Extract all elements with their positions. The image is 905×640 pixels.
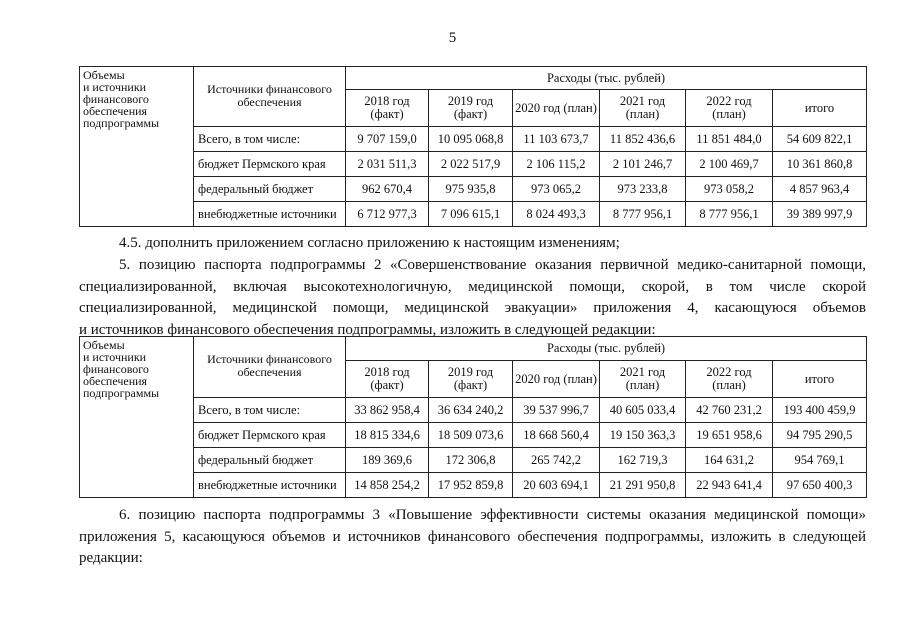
cell-total: 94 795 290,5 bbox=[773, 423, 867, 448]
cell-value: 162 719,3 bbox=[600, 448, 686, 473]
cell-value: 19 651 958,6 bbox=[686, 423, 773, 448]
financing-table-2 bbox=[79, 336, 867, 498]
row-label: бюджет Пермского края bbox=[194, 423, 346, 448]
cell-value: 962 670,4 bbox=[346, 177, 429, 202]
table-row bbox=[80, 423, 867, 448]
cell-value: 7 096 615,1 bbox=[429, 202, 513, 227]
cell-value: 10 095 068,8 bbox=[429, 127, 513, 152]
year-header: 2020 год (план) bbox=[513, 90, 600, 127]
cell-total: 954 769,1 bbox=[773, 448, 867, 473]
cell-value: 14 858 254,2 bbox=[346, 473, 429, 498]
cell-value: 973 065,2 bbox=[513, 177, 600, 202]
cell-value: 189 369,6 bbox=[346, 448, 429, 473]
cell-value: 6 712 977,3 bbox=[346, 202, 429, 227]
cell-value: 973 058,2 bbox=[686, 177, 773, 202]
paragraph-6 bbox=[79, 505, 866, 570]
table-row bbox=[80, 473, 867, 498]
paragraph-line: 6. позицию паспорта подпрограммы 3 «Повышение эффективности системы оказания медицинской помощи» bbox=[119, 507, 866, 523]
year-header: 2021 год (план) bbox=[600, 361, 686, 398]
cell-value: 20 603 694,1 bbox=[513, 473, 600, 498]
cell-value: 2 106 115,2 bbox=[513, 152, 600, 177]
table-row bbox=[80, 448, 867, 473]
cell-value: 21 291 950,8 bbox=[600, 473, 686, 498]
cell-value: 172 306,8 bbox=[429, 448, 513, 473]
cell-total: 54 609 822,1 bbox=[773, 127, 867, 152]
year-header: 2021 год (план) bbox=[600, 90, 686, 127]
cell-value: 2 022 517,9 bbox=[429, 152, 513, 177]
subprogram-volume-label: Объемы и источники финансового обеспечения подпрограммы bbox=[80, 337, 194, 498]
cell-value: 42 760 231,2 bbox=[686, 398, 773, 423]
cell-value: 2 031 511,3 bbox=[346, 152, 429, 177]
cell-value: 8 777 956,1 bbox=[600, 202, 686, 227]
cell-value: 19 150 363,3 bbox=[600, 423, 686, 448]
cell-total: 193 400 459,9 bbox=[773, 398, 867, 423]
table-row bbox=[80, 398, 867, 423]
table-row bbox=[80, 177, 867, 202]
cell-total: 4 857 963,4 bbox=[773, 177, 867, 202]
subprogram-volume-label: Объемы и источники финансового обеспечения подпрограммы bbox=[80, 67, 194, 227]
paragraph-line: 5. позицию паспорта подпрограммы 2 «Совершенствование оказания первичной медико-санитарной помощи, bbox=[119, 257, 866, 273]
cell-total: 10 361 860,8 bbox=[773, 152, 867, 177]
paragraph-line: и источников финансового обеспечения подпрограммы, изложить в следующей редакции: bbox=[79, 321, 656, 338]
paragraph-line: специализированной, включая высокотехнологичную, медицинской помощи, скорой, в том числе скорой bbox=[79, 278, 866, 295]
paragraph-line: специализированной, медицинской помощи, медицинской эвакуации» приложения 4, касающуюся объемов bbox=[79, 300, 866, 316]
cell-value: 36 634 240,2 bbox=[429, 398, 513, 423]
cell-value: 22 943 641,4 bbox=[686, 473, 773, 498]
cell-value: 2 100 469,7 bbox=[686, 152, 773, 177]
cell-value: 11 851 484,0 bbox=[686, 127, 773, 152]
paragraph-4-5: 4.5. дополнить приложением согласно приложению к настоящим изменениям; bbox=[119, 235, 620, 251]
cell-value: 164 631,2 bbox=[686, 448, 773, 473]
expenses-header: Расходы (тыс. рублей) bbox=[346, 67, 867, 90]
row-label: внебюджетные источники bbox=[194, 473, 346, 498]
cell-value: 11 103 673,7 bbox=[513, 127, 600, 152]
expenses-header: Расходы (тыс. рублей) bbox=[346, 337, 867, 361]
row-label: Всего, в том числе: bbox=[194, 127, 346, 152]
cell-value: 18 815 334,6 bbox=[346, 423, 429, 448]
sources-header: Источники финансового обеспечения bbox=[194, 337, 346, 398]
cell-value: 8 024 493,3 bbox=[513, 202, 600, 227]
cell-value: 39 537 996,7 bbox=[513, 398, 600, 423]
cell-value: 40 605 033,4 bbox=[600, 398, 686, 423]
row-label: федеральный бюджет bbox=[194, 448, 346, 473]
cell-value: 8 777 956,1 bbox=[686, 202, 773, 227]
paragraph-line: приложения 5, касающуюся объемов и источников финансового обеспечения подпрограммы, изложить в следующей bbox=[79, 528, 866, 545]
year-header: 2022 год (план) bbox=[686, 361, 773, 398]
page-number: 5 bbox=[448, 30, 457, 46]
row-label: федеральный бюджет bbox=[194, 177, 346, 202]
table-row bbox=[80, 152, 867, 177]
year-header: 2022 год (план) bbox=[686, 90, 773, 127]
year-header: 2020 год (план) bbox=[513, 361, 600, 398]
row-label: внебюджетные источники bbox=[194, 202, 346, 227]
cell-value: 9 707 159,0 bbox=[346, 127, 429, 152]
year-header: 2019 год (факт) bbox=[429, 361, 513, 398]
financing-table-1 bbox=[79, 66, 867, 227]
cell-value: 2 101 246,7 bbox=[600, 152, 686, 177]
table-row bbox=[80, 202, 867, 227]
cell-value: 11 852 436,6 bbox=[600, 127, 686, 152]
paragraph-5 bbox=[79, 255, 866, 341]
cell-value: 33 862 958,4 bbox=[346, 398, 429, 423]
cell-value: 18 668 560,4 bbox=[513, 423, 600, 448]
cell-value: 18 509 073,6 bbox=[429, 423, 513, 448]
year-header: 2019 год (факт) bbox=[429, 90, 513, 127]
cell-value: 975 935,8 bbox=[429, 177, 513, 202]
row-label: Всего, в том числе: bbox=[194, 398, 346, 423]
cell-value: 265 742,2 bbox=[513, 448, 600, 473]
year-header: 2018 год (факт) bbox=[346, 90, 429, 127]
cell-total: 39 389 997,9 bbox=[773, 202, 867, 227]
cell-total: 97 650 400,3 bbox=[773, 473, 867, 498]
year-header: 2018 год (факт) bbox=[346, 361, 429, 398]
sources-header: Источники финансового обеспечения bbox=[194, 67, 346, 127]
total-header: итого bbox=[773, 361, 867, 398]
cell-value: 17 952 859,8 bbox=[429, 473, 513, 498]
paragraph-line: редакции: bbox=[79, 550, 143, 566]
cell-value: 973 233,8 bbox=[600, 177, 686, 202]
table-row bbox=[80, 127, 867, 152]
row-label: бюджет Пермского края bbox=[194, 152, 346, 177]
total-header: итого bbox=[773, 90, 867, 127]
